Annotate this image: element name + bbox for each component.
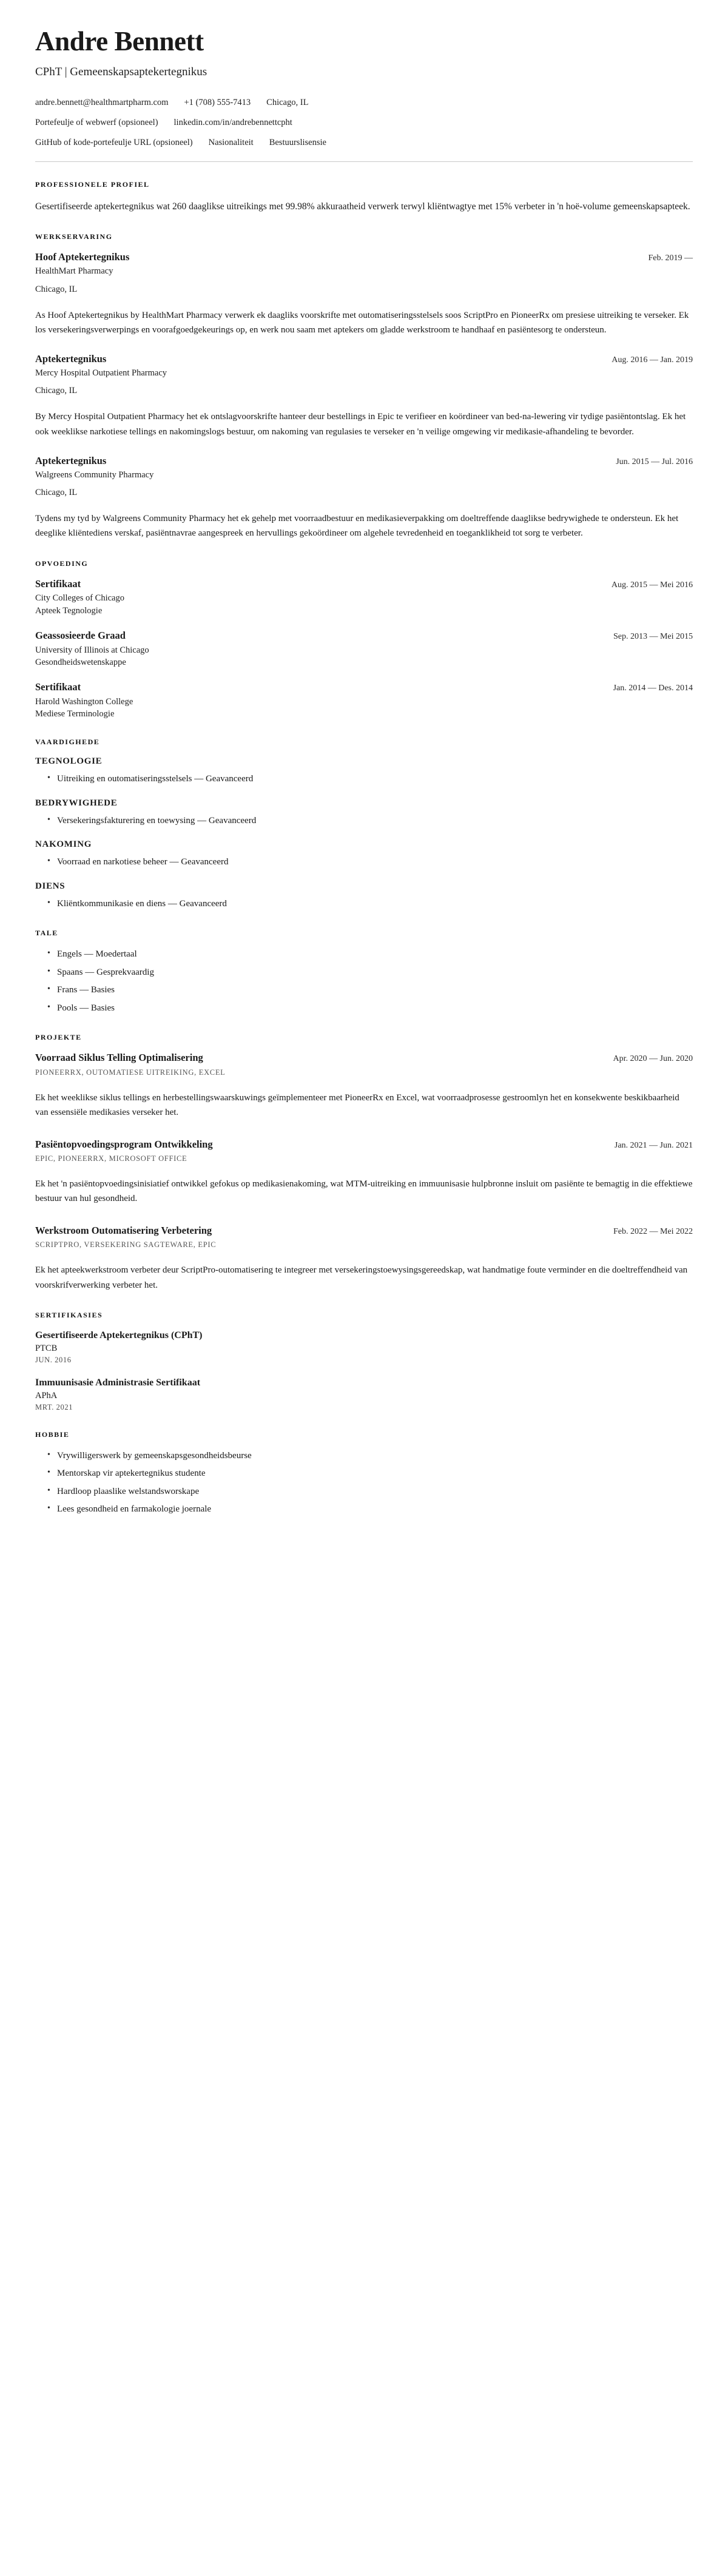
education-entry	[35, 630, 693, 668]
contact-item[interactable]: Bestuurslisensie	[269, 138, 326, 148]
project-name: Werkstroom Outomatisering Verbetering	[35, 1224, 212, 1236]
skill-bullet-list	[35, 855, 693, 869]
job-location: Chicago, IL	[35, 284, 78, 294]
job-location: Chicago, IL	[35, 386, 78, 396]
project-description: Ek het weeklikse siklus tellings en herbestellingswaarskuwings geïmplementeer met PioneerRx en Excel, wat voorraadprosesse gestroomlyn het en konsekwente beskikbaarheid van essensiële medikasies verseker het.	[35, 1092, 679, 1118]
profile-summary-text: Gesertifiseerde aptekertegnikus wat 260 daaglikse uitreikings met 99.98% akkuraatheid verwerk terwyl kliëntwagtye met 15% verbeter in 'n hoë-volume gemeenskapsapteek.	[35, 201, 690, 212]
contact-line-1	[35, 98, 693, 108]
job-description: As Hoof Aptekertegnikus by HealthMart Pharmacy verwerk ek daagliks voorskrifte met outomatiseringsstelsels soos ScriptPro en PioneerRx om presiese uitreiking te verseker. Ek los versekeringsverwerpings en voorafgoedgekeurings op, en werk nou saam met aptekers om gladde werkstroom te handhaaf en pasiëntesorg te ondersteun.	[35, 310, 689, 335]
entry-header	[35, 681, 693, 694]
school-name: University of Illinois at Chicago	[35, 645, 149, 655]
skill-bullet-list	[35, 814, 693, 828]
field-of-study: Apteek Tegnologie	[35, 605, 103, 616]
project-name: Voorraad Siklus Telling Optimalisering	[35, 1052, 203, 1064]
certification-name: Immuunisasie Administrasie Sertifikaat	[35, 1377, 201, 1388]
job-company: Mercy Hospital Outpatient Pharmacy	[35, 368, 167, 378]
contact-item[interactable]: +1 (708) 555-7413	[184, 98, 251, 108]
section-heading: SERTIFIKASIES	[35, 1310, 103, 1319]
candidate-name: Andre Bennett	[35, 26, 204, 56]
project-date-range: Feb. 2022 — Mei 2022	[613, 1226, 693, 1236]
skill-group-heading: BEDRYWIGHEDE	[35, 798, 118, 808]
project-description: Ek het 'n pasiëntopvoedingsinisiatief ontwikkel gefokus op medikasienakoming, wat MTM-uitreiking en immuunisasie hulpbronne insluit om pasiënte te bemagtig in die effektiewe bestuur van hul gesondheid.	[35, 1179, 693, 1204]
education-entry	[35, 578, 693, 616]
contact-line-2	[35, 118, 693, 128]
job-description: Tydens my tyd by Walgreens Community Pharmacy het ek gehelp met voorraadbestuur en medikasieverpakking om doeltreffende daaglikse bedrywighede te ondersteun. Ek het deeglike kliëntediens verskaf, pasiëntnavrae aangespreek en hervullings gekoördineer om algehele tevredenheid en toeganklikheid tot sorg te verbeter.	[35, 514, 679, 539]
education-date-range: Sep. 2013 — Mei 2015	[613, 631, 693, 641]
certification-entry	[35, 1330, 693, 1365]
language-item: • Pools — Basies	[47, 1001, 693, 1015]
contact-item[interactable]: Portefeulje of webwerf (opsioneel)	[35, 118, 158, 128]
skill-item: • Versekeringsfakturering en toewysing — Geavanceerd	[47, 814, 693, 828]
skill-group	[35, 881, 693, 911]
skill-item: • Voorraad en narkotiese beheer — Geavanceerd	[47, 855, 693, 869]
skill-group	[35, 798, 693, 828]
language-item: • Frans — Basies	[47, 983, 693, 997]
skill-group	[35, 839, 693, 869]
projects-list	[35, 1052, 693, 1293]
degree-title: Sertifikaat	[35, 577, 81, 590]
education-list	[35, 578, 693, 720]
header-divider	[35, 161, 693, 162]
job-company: HealthMart Pharmacy	[35, 266, 113, 277]
section-professional-profile	[35, 180, 693, 214]
section-heading: PROJEKTE	[35, 1033, 82, 1042]
section-heading: VAARDIGHEDE	[35, 738, 100, 747]
certification-issuer: APhA	[35, 1390, 58, 1401]
job-title: Aptekertegnikus	[35, 353, 107, 365]
section-heading: HOBBIE	[35, 1430, 70, 1439]
project-description: Ek het apteekwerkstroom verbeter deur ScriptPro-outomatisering te integreer met versekeringstoewysingsgereedskap, wat handmatige foute verminder en die doeltreffendheid van voorskrifverwerking verbeter het.	[35, 1265, 688, 1290]
degree-title: Geassosieerde Graad	[35, 629, 126, 641]
certification-date: MRT. 2021	[35, 1402, 73, 1411]
hobby-item: • Vrywilligerswerk by gemeenskapsgesondheidsbeurse	[47, 1449, 693, 1463]
entry-header	[35, 1052, 693, 1064]
certification-name: Gesertifiseerde Aptekertegnikus (CPhT)	[35, 1330, 203, 1340]
skill-bullet-list	[35, 772, 693, 786]
language-item: • Spaans — Gesprekvaardig	[47, 966, 693, 980]
job-title: Aptekertegnikus	[35, 454, 107, 466]
skill-bullet-list	[35, 897, 693, 911]
section-certifications	[35, 1311, 693, 1412]
section-languages	[35, 929, 693, 1015]
section-heading: PROFESSIONELE PROFIEL	[35, 180, 150, 189]
experience-list	[35, 251, 693, 540]
section-projects	[35, 1033, 693, 1293]
school-name: City Colleges of Chicago	[35, 593, 124, 604]
education-date-range: Aug. 2015 — Mei 2016	[611, 580, 693, 590]
degree-title: Sertifikaat	[35, 681, 81, 693]
language-item: • Engels — Moedertaal	[47, 947, 693, 961]
contact-item[interactable]: andre.bennett@healthmartpharm.com	[35, 98, 169, 108]
skill-group-heading: TEGNOLOGIE	[35, 756, 103, 767]
project-tech-stack: PIONEERRX, OUTOMATIESE UITREIKING, EXCEL	[35, 1068, 226, 1077]
hobby-item: • Mentorskap vir aptekertegnikus studente	[47, 1467, 693, 1481]
field-of-study: Gesondheidswetenskappe	[35, 657, 126, 668]
project-tech-stack: SCRIPTPRO, VERSEKERING SAGTEWARE, EPIC	[35, 1240, 217, 1249]
candidate-headline: CPhT | Gemeenskapsaptekertegnikus	[35, 65, 207, 78]
section-hobbies	[35, 1430, 693, 1516]
entry-header	[35, 578, 693, 591]
section-work-experience	[35, 232, 693, 540]
contact-line-3	[35, 138, 693, 148]
field-of-study: Mediese Terminologie	[35, 709, 115, 719]
hobby-item: • Hardloop plaaslike welstandsworskape	[47, 1485, 693, 1499]
section-education	[35, 559, 693, 720]
school-name: Harold Washington College	[35, 696, 133, 707]
section-heading: WERKSERVARING	[35, 232, 113, 241]
certification-issuer: PTCB	[35, 1343, 58, 1353]
entry-header	[35, 455, 693, 468]
education-date-range: Jan. 2014 — Des. 2014	[613, 684, 693, 693]
project-entry	[35, 1225, 693, 1293]
contact-item[interactable]: Nasionaliteit	[208, 138, 254, 148]
contact-item[interactable]: linkedin.com/in/andrebennettcpht	[174, 118, 292, 128]
contact-item[interactable]: GitHub of kode-portefeulje URL (opsioneel)	[35, 138, 193, 148]
skill-group-heading: NAKOMING	[35, 839, 92, 850]
skill-item: • Uitreiking en outomatiseringsstelsels — Geavanceerd	[47, 772, 693, 786]
entry-header	[35, 353, 693, 366]
certification-date: JUN. 2016	[35, 1355, 72, 1364]
certifications-list	[35, 1330, 693, 1412]
experience-entry	[35, 455, 693, 541]
project-entry	[35, 1138, 693, 1206]
job-description: By Mercy Hospital Outpatient Pharmacy het ek ontslagvoorskrifte hanteer deur bestellings in Epic te verifieer en koördineer van bed-na-lewering vir tydige pasiëntontslag. Ek het ook weeklikse narkotiese tellings en nakomingslogs bestuur, om nakoming van regulasies te verseker en 'n veilige omgewing vir medikasie-afhandeling te bevorder.	[35, 412, 686, 437]
job-date-range: Aug. 2016 — Jan. 2019	[612, 355, 693, 365]
skill-group-heading: DIENS	[35, 881, 66, 891]
project-entry	[35, 1052, 693, 1120]
skill-group	[35, 756, 693, 786]
job-date-range: Jun. 2015 — Jul. 2016	[616, 457, 693, 466]
section-skills	[35, 738, 693, 910]
skill-item: • Kliëntkommunikasie en diens — Geavanceerd	[47, 897, 693, 911]
hobby-item: • Lees gesondheid en farmakologie joernale	[47, 1502, 693, 1516]
certification-entry	[35, 1377, 693, 1412]
section-heading: OPVOEDING	[35, 559, 89, 568]
project-tech-stack: EPIC, PIONEERRX, MICROSOFT OFFICE	[35, 1154, 187, 1163]
experience-entry	[35, 353, 693, 439]
project-date-range: Apr. 2020 — Jun. 2020	[613, 1054, 693, 1064]
entry-header	[35, 251, 693, 264]
entry-header	[35, 630, 693, 642]
job-title: Hoof Aptekertegnikus	[35, 251, 130, 263]
entry-header	[35, 1225, 693, 1237]
job-location: Chicago, IL	[35, 488, 78, 498]
project-date-range: Jan. 2021 — Jun. 2021	[614, 1140, 693, 1150]
hobbies-bullet-list	[35, 1449, 693, 1516]
education-entry	[35, 681, 693, 719]
contact-item[interactable]: Chicago, IL	[266, 98, 309, 108]
experience-entry	[35, 251, 693, 337]
entry-header	[35, 1138, 693, 1151]
job-company: Walgreens Community Pharmacy	[35, 469, 154, 480]
skills-list	[35, 756, 693, 910]
section-heading: TALE	[35, 929, 58, 938]
job-date-range: Feb. 2019 —	[648, 254, 693, 263]
project-name: Pasiëntopvoedingsprogram Ontwikkeling	[35, 1138, 213, 1150]
languages-bullet-list	[35, 947, 693, 1015]
